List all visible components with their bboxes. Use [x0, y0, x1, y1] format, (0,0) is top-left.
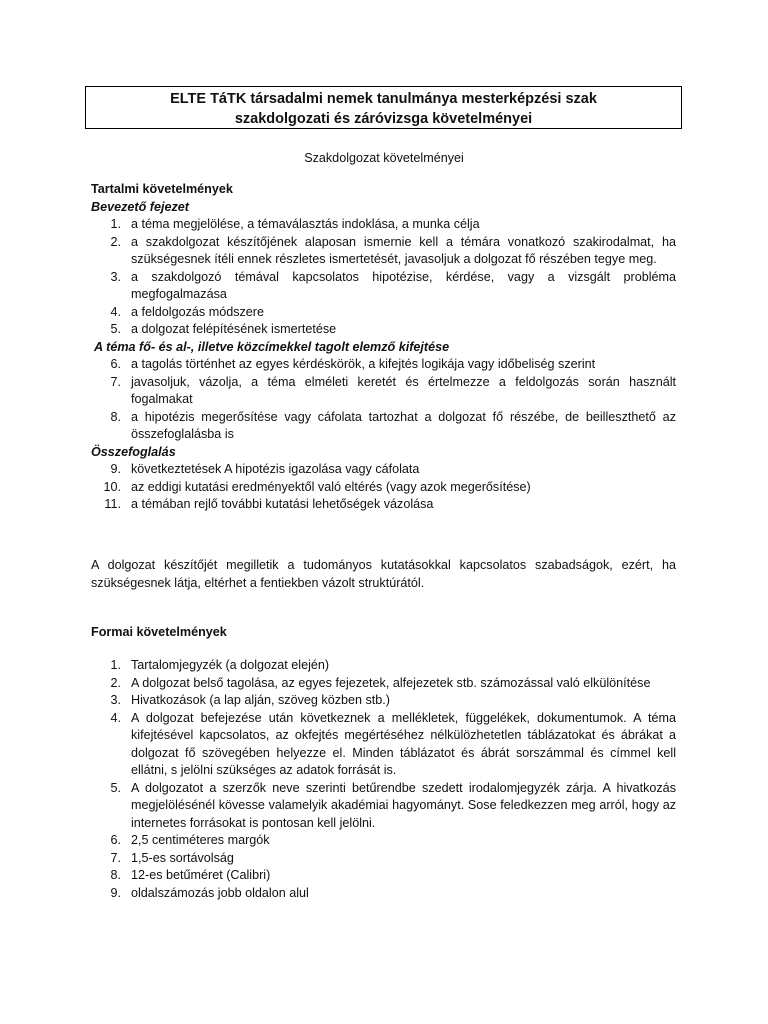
item-text: oldalszámozás jobb oldalon alul — [131, 885, 309, 900]
list-item — [91, 780, 676, 833]
item-number: 1. — [110, 217, 121, 231]
item-text: A dolgozat belső tagolása, az egyes fejezetek, alfejezetek stb. számozással való elkülönítése — [131, 675, 651, 690]
item-text: a szakdolgozó témával kapcsolatos hipotézise, kérdése, vagy a vizsgált probléma megfogalmazása — [131, 269, 676, 301]
section-label: Összefoglalás — [91, 444, 176, 459]
section-list — [91, 461, 676, 514]
list-item — [91, 234, 676, 269]
title-line-1: ELTE TáTK társadalmi nemek tanulmánya mesterképzési szak — [170, 91, 597, 107]
item-number: 2. — [110, 234, 121, 249]
formal-list-block — [91, 657, 676, 902]
item-text: javasoljuk, vázolja, a téma elméleti keretét és értelmezze a feldolgozás során használt fogalmakat — [131, 374, 676, 406]
list-item — [91, 356, 676, 374]
item-number: 4. — [110, 304, 121, 319]
item-text: Hivatkozások (a lap alján, szöveg közben stb.) — [131, 693, 391, 707]
item-number: 9. — [110, 885, 121, 900]
item-text: 2,5 centiméteres margók — [131, 833, 270, 847]
item-text: a hipotézis megerősítése vagy cáfolata tartozhat a dolgozat fő részébe, de beilleszthető az összefoglalásba is — [131, 409, 676, 441]
list-item — [91, 479, 676, 497]
item-text: A dolgozatot a szerzők neve szerinti betűrendbe szedett irodalomjegyzék zárja. A hivatkozás megjelölésénél kövesse valamelyik akadémiai hagyományt. Sose feledkezzen meg arról, hogy az internetes forrásokat is pontosan kell jelölni. — [131, 780, 676, 830]
list-item — [91, 867, 676, 885]
content-heading: Tartalmi követelmények — [91, 182, 233, 196]
item-text: a tagolás történhet az egyes kérdéskörök, a kifejtés logikája vagy időbeliség szerint — [131, 357, 596, 371]
formal-heading: Formai követelmények — [91, 625, 227, 639]
list-item — [91, 885, 676, 903]
item-number: 6. — [110, 357, 121, 371]
item-text: 12-es betűméret (Calibri) — [131, 868, 271, 882]
item-text: következtetések A hipotézis igazolása vagy cáfolata — [131, 462, 420, 476]
formal-list — [91, 657, 676, 902]
item-number: 5. — [110, 322, 121, 336]
list-item — [91, 216, 676, 234]
item-number: 3. — [110, 269, 121, 284]
list-item — [91, 832, 676, 850]
item-number: 3. — [110, 693, 121, 707]
list-item — [91, 269, 676, 304]
item-number: 11. — [104, 497, 121, 511]
structure-note-paragraph: A dolgozat készítőjét megilletik a tudományos kutatásokkal kapcsolatos szabadságok, ezért, ha szükségesnek látja, eltérhet a fentiekben vázolt struktúrától. — [91, 558, 676, 590]
content-requirements — [91, 181, 676, 514]
item-number: 7. — [110, 374, 121, 389]
list-item — [91, 461, 676, 479]
item-number: 8. — [110, 868, 121, 882]
title-line-2: szakdolgozati és záróvizsga követelményei — [234, 111, 533, 127]
formal-requirements — [91, 624, 676, 642]
item-text: az eddigi kutatási eredményektől való eltérés (vagy azok megerősítése) — [131, 479, 531, 494]
item-number: 7. — [110, 850, 121, 865]
list-item — [91, 692, 676, 710]
item-text: a téma megjelölése, a témaválasztás indoklása, a munka célja — [131, 217, 480, 231]
section-label: A téma fő- és al-, illetve közcímekkel tagolt elemző kifejtése — [91, 339, 450, 354]
section-label: Bevezető fejezet — [91, 199, 189, 214]
item-number: 9. — [110, 462, 121, 476]
section-list — [91, 216, 676, 339]
list-item — [91, 850, 676, 868]
list-item — [91, 304, 676, 322]
item-text: a szakdolgozat készítőjének alaposan ismernie kell a témára vonatkozó szakirodalmat, ha szükségesnek ítéli ennek részletes ismertetését, javasoljuk a dolgozat fő részében tegye meg. — [131, 234, 676, 266]
list-item — [91, 409, 676, 444]
item-text: 1,5-es sortávolság — [131, 850, 234, 865]
item-number: 6. — [110, 833, 121, 847]
item-number: 4. — [110, 710, 121, 725]
item-text: a témában rejlő további kutatási lehetőségek vázolása — [131, 497, 434, 511]
list-item — [91, 374, 676, 409]
list-item — [91, 710, 676, 780]
item-number: 1. — [110, 658, 121, 672]
title-box — [85, 86, 682, 129]
item-number: 2. — [110, 675, 121, 690]
item-number: 5. — [110, 780, 121, 795]
list-item — [91, 675, 676, 693]
item-number: 10. — [103, 479, 121, 494]
list-item — [91, 321, 676, 339]
section-list — [91, 356, 676, 444]
item-text: a dolgozat felépítésének ismertetése — [131, 322, 337, 336]
list-item — [91, 496, 676, 514]
item-text: a feldolgozás módszere — [131, 304, 265, 319]
item-text: A dolgozat befejezése után következnek a mellékletek, függelékek, dokumentumok. A téma kifejtésével kapcsolatos, az okfejtés megértéséhez nélkülözhetetlen táblázatokat és ábrákat a dolgozat fő szövegében helyezze el. Minden táblázatot és ábrát sorszámmal és címmel kell ellátni, s jelölni szükséges az adatok forrását is. — [131, 710, 676, 777]
list-item — [91, 657, 676, 675]
item-number: 8. — [110, 409, 121, 424]
subtitle: Szakdolgozat követelményei — [304, 151, 464, 165]
item-text: Tartalomjegyzék (a dolgozat elején) — [131, 658, 330, 672]
